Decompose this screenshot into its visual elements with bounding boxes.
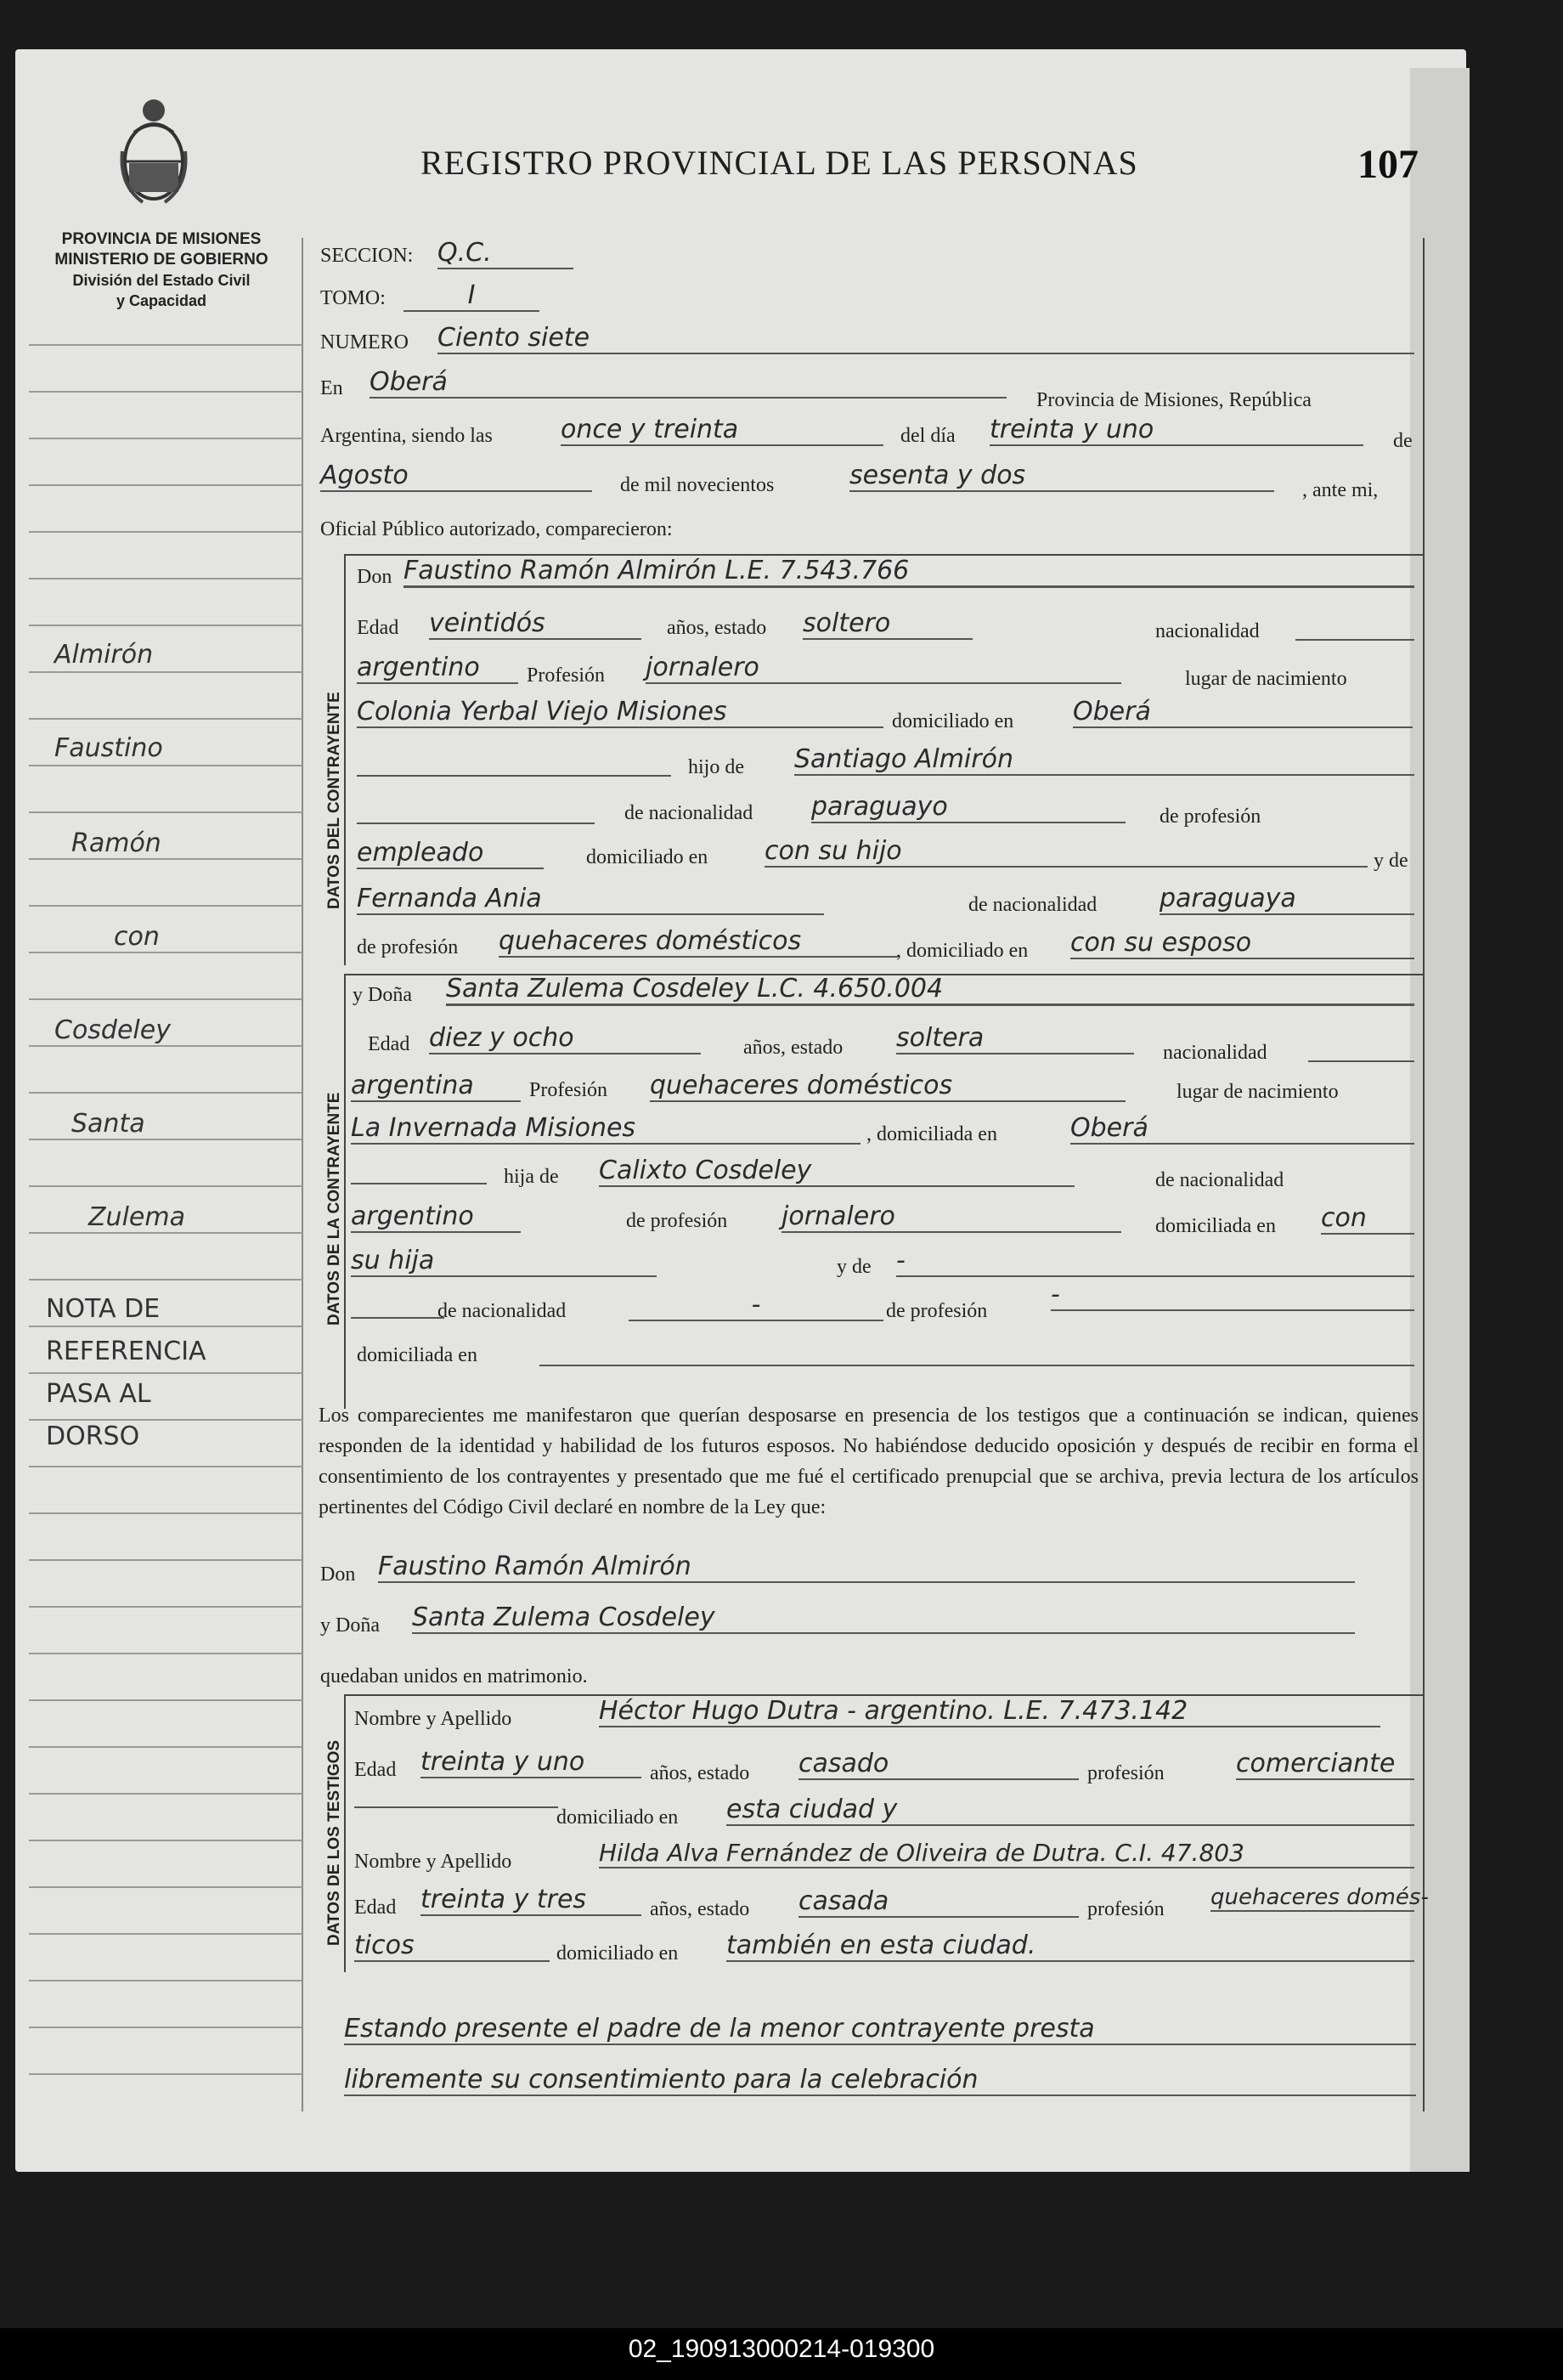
margin-note: PASA AL xyxy=(46,1379,151,1409)
groom-address: Oberá xyxy=(1073,697,1413,728)
margin-rule xyxy=(29,1699,302,1701)
edad-label: Edad xyxy=(368,1033,410,1055)
numero-label: NUMERO xyxy=(320,331,409,353)
margin-note: con xyxy=(114,922,160,952)
bride-address: Oberá xyxy=(1070,1113,1414,1145)
en-label: En xyxy=(320,377,343,399)
margin-rule xyxy=(29,1606,302,1608)
anos-estado-label: años, estado xyxy=(667,617,767,639)
national-seal-icon xyxy=(117,92,190,211)
groom-nationality: argentino xyxy=(357,653,518,684)
bride-father-nationality: argentino xyxy=(351,1201,521,1233)
groom-mother-nationality: paraguaya xyxy=(1160,884,1414,915)
margin-rule xyxy=(29,1232,302,1234)
profesion-label: Profesión xyxy=(527,664,605,687)
bride-nationality: argentina xyxy=(351,1071,521,1102)
consent-note-line-1: Estando presente el padre de la menor contrayente presta xyxy=(344,2014,1416,2045)
nombre-apellido-label: Nombre y Apellido xyxy=(354,1851,512,1873)
hija-de-label: hija de xyxy=(504,1166,559,1188)
bride-father-profession: jornalero xyxy=(782,1201,1121,1233)
de-nacionalidad-label: de nacionalidad xyxy=(968,894,1097,916)
bride-birthplace: La Invernada Misiones xyxy=(351,1113,860,1145)
blank-line xyxy=(1295,639,1414,641)
seccion-value: Q.C. xyxy=(437,238,573,269)
anos-estado-label: años, estado xyxy=(650,1898,750,1920)
don-label: Don xyxy=(357,566,392,588)
nacionalidad-label: nacionalidad xyxy=(1163,1042,1267,1064)
margin-rule xyxy=(29,1933,302,1935)
domiciliado-label: domiciliado en xyxy=(892,710,1014,732)
margin-rule xyxy=(29,905,302,907)
domiciliado-label: domiciliado en xyxy=(556,1806,679,1829)
de-nacionalidad-label: de nacionalidad xyxy=(624,802,753,824)
anio-value: sesenta y dos xyxy=(849,461,1274,492)
del-dia-label: del día xyxy=(900,425,956,447)
groom-mother: Fernanda Ania xyxy=(357,884,824,915)
witness-2-name: Hilda Alva Fernández de Oliveira de Dutra. C.I. 47.803 xyxy=(599,1839,1414,1868)
lugar-nac-label: lugar de nacimiento xyxy=(1176,1081,1339,1103)
bride-mother: - xyxy=(896,1246,1414,1277)
margin-rule xyxy=(29,998,302,1000)
margin-rule xyxy=(29,1980,302,1981)
margin-rule xyxy=(29,2027,302,2028)
margin-note: Santa xyxy=(71,1109,145,1139)
y-dona-label: y Doña xyxy=(353,984,412,1006)
groom-mother-profession: quehaceres domésticos xyxy=(499,926,898,958)
margin-column xyxy=(29,293,302,2111)
witness-1-civil-status: casado xyxy=(798,1749,1079,1780)
bride-name: Santa Zulema Cosdeley L.C. 4.650.004 xyxy=(446,974,1414,1006)
nombre-apellido-label: Nombre y Apellido xyxy=(354,1708,512,1730)
margin-rule xyxy=(29,1185,302,1187)
margin-rule xyxy=(29,2073,302,2075)
ministry-name: MINISTERIO DE GOBIERNO xyxy=(54,251,268,269)
margin-rule xyxy=(29,1653,302,1654)
margin-rule xyxy=(29,1139,302,1140)
lugar-nac-label: lugar de nacimiento xyxy=(1185,668,1347,690)
profesion-label: profesión xyxy=(1087,1762,1165,1784)
margin-note: Zulema xyxy=(88,1202,185,1232)
margin-rule xyxy=(29,1372,302,1374)
margin-note: NOTA DE xyxy=(46,1294,161,1324)
groom-father-nationality: paraguayo xyxy=(811,792,1126,823)
ante-mi-label: , ante mi, xyxy=(1302,479,1379,501)
groom-section-label: DATOS DEL CONTRAYENTE xyxy=(325,692,343,909)
don-label: Don xyxy=(320,1563,356,1586)
bride-name-repeat: Santa Zulema Cosdeley xyxy=(412,1603,1355,1634)
de-label: de xyxy=(1393,430,1413,452)
registration-form xyxy=(310,238,1429,2111)
margin-rule xyxy=(29,952,302,953)
consent-note-line-2: libremente su consentimiento para la celebración xyxy=(344,2065,1416,2096)
margin-rule xyxy=(29,1326,302,1327)
domiciliado-label: , domiciliado en xyxy=(896,940,1029,962)
declaration-text: Los comparecientes me manifestaron que querían desposarse en presencia de los testigos que a continuación se indican, quienes responden de la identidad y habilidad de los futuros esposos. No habiéndose deducido oposición y después de recibir en forma el consentimiento de los contrayentes y presentado que me fué el certificado prenupcial que se archiva, previa lectura de los artículos pertinentes del Código Civil declaré en nombre de la Ley que: xyxy=(319,1405,1419,1518)
blank-line xyxy=(539,1365,1414,1366)
blank-line xyxy=(1308,1060,1414,1062)
groom-father-address: con su hijo xyxy=(765,836,1368,868)
groom-age: veintidós xyxy=(429,608,641,640)
tomo-value: I xyxy=(403,280,539,312)
groom-profession: jornalero xyxy=(646,653,1121,684)
division-name-2: y Capacidad xyxy=(116,292,207,309)
groom-name-repeat: Faustino Ramón Almirón xyxy=(378,1552,1355,1583)
margin-rule xyxy=(29,1419,302,1421)
margin-rule xyxy=(29,671,302,673)
margin-note: Cosdeley xyxy=(54,1015,171,1045)
margin-rule xyxy=(29,1466,302,1467)
en-value: Oberá xyxy=(370,367,1007,399)
blank-line xyxy=(357,823,595,824)
y-de-label: y de xyxy=(837,1256,872,1278)
witness-2-profession-2: ticos xyxy=(354,1931,550,1962)
de-profesion-label: de profesión xyxy=(357,936,459,958)
oficial-label: Oficial Público autorizado, comparecieron: xyxy=(320,518,673,540)
anos-estado-label: años, estado xyxy=(650,1762,750,1784)
margin-rule xyxy=(29,765,302,766)
profesion-label: profesión xyxy=(1087,1898,1165,1920)
margin-rule xyxy=(29,438,302,439)
witness-2-civil-status: casada xyxy=(798,1886,1079,1918)
margin-note: DORSO xyxy=(46,1422,140,1451)
margin-note: Almirón xyxy=(54,640,154,670)
margin-rule xyxy=(29,1045,302,1047)
groom-father: Santiago Almirón xyxy=(794,744,1414,776)
provincia-label: Provincia de Misiones, República xyxy=(1036,389,1312,411)
edad-label: Edad xyxy=(357,617,399,639)
groom-civil-status: soltero xyxy=(803,608,973,640)
margin-note: REFERENCIA xyxy=(46,1337,206,1366)
margin-rule xyxy=(29,1279,302,1280)
quedaban-label: quedaban unidos en matrimonio. xyxy=(320,1665,588,1687)
seccion-label: SECCION: xyxy=(320,245,414,267)
domiciliado-label: domiciliado en xyxy=(586,846,708,868)
margin-rule xyxy=(29,858,302,860)
witness-1-age: treinta y uno xyxy=(420,1747,641,1778)
witness-2-age: treinta y tres xyxy=(420,1885,641,1916)
bride-father: Calixto Cosdeley xyxy=(599,1156,1075,1187)
de-nacionalidad-label: de nacionalidad xyxy=(1155,1169,1284,1191)
bride-section-label: DATOS DE LA CONTRAYENTE xyxy=(325,1092,343,1326)
edad-label: Edad xyxy=(354,1897,397,1919)
witness-2-address: también en esta ciudad. xyxy=(726,1931,1414,1962)
province-name: PROVINCIA DE MISIONES xyxy=(61,230,262,248)
domiciliada-label: domiciliada en xyxy=(357,1344,477,1366)
bride-age: diez y ocho xyxy=(429,1023,701,1054)
nacionalidad-label: nacionalidad xyxy=(1155,620,1260,642)
margin-note: Faustino xyxy=(54,733,163,763)
margin-rule xyxy=(29,718,302,720)
bride-father-address-1: con xyxy=(1321,1203,1414,1235)
argentina-siendo-label: Argentina, siendo las xyxy=(320,425,493,447)
division-name: División del Estado Civil xyxy=(72,272,251,289)
numero-value: Ciento siete xyxy=(437,323,1414,354)
hijo-de-label: hijo de xyxy=(688,756,744,778)
groom-name: Faustino Ramón Almirón L.E. 7.543.766 xyxy=(403,556,1414,588)
witness-2-profession-1: quehaceres domés- xyxy=(1210,1885,1429,1910)
edad-label: Edad xyxy=(354,1759,397,1781)
de-nacionalidad-label: de nacionalidad xyxy=(437,1300,567,1322)
witness-1-profession: comerciante xyxy=(1236,1749,1414,1780)
y-de-label: y de xyxy=(1374,850,1408,872)
margin-rule xyxy=(29,531,302,533)
groom-birthplace: Colonia Yerbal Viejo Misiones xyxy=(357,697,883,728)
margin-rule xyxy=(29,1840,302,1841)
blank-line xyxy=(351,1317,444,1319)
y-dona-label: y Doña xyxy=(320,1614,380,1637)
blank-line xyxy=(351,1183,487,1184)
profesion-label: Profesión xyxy=(529,1079,607,1101)
margin-rule xyxy=(29,1746,302,1748)
mes-value: Agosto xyxy=(320,461,592,492)
groom-mother-address: con su esposo xyxy=(1070,928,1414,959)
margin-rule xyxy=(29,1886,302,1888)
blank-line xyxy=(357,775,671,777)
witness-1-name: Héctor Hugo Dutra - argentino. L.E. 7.473.142 xyxy=(599,1696,1380,1727)
margin-rule xyxy=(29,344,302,346)
de-mil-label: de mil novecientos xyxy=(620,474,775,496)
bride-profession: quehaceres domésticos xyxy=(650,1071,1126,1102)
margin-rule xyxy=(29,1512,302,1514)
folio-number: 107 xyxy=(1357,142,1419,187)
margin-rule xyxy=(29,578,302,579)
de-profesion-label: de profesión xyxy=(886,1300,988,1322)
dia-value: treinta y uno xyxy=(990,415,1363,446)
de-profesion-label: de profesión xyxy=(626,1210,728,1232)
bride-mother-nationality: - xyxy=(629,1290,883,1321)
margin-rule xyxy=(29,1092,302,1094)
bride-civil-status: soltera xyxy=(896,1023,1134,1054)
anos-estado-label: años, estado xyxy=(743,1037,844,1059)
margin-rule xyxy=(29,484,302,486)
margin-rule xyxy=(29,391,302,393)
margin-rule xyxy=(29,1793,302,1795)
bride-father-address-2: su hija xyxy=(351,1246,657,1277)
margin-rule xyxy=(29,625,302,626)
hora-value: once y treinta xyxy=(561,415,883,446)
blank-line xyxy=(354,1806,558,1808)
bride-mother-profession: - xyxy=(1051,1280,1414,1311)
image-caption: 02_190913000214-019300 xyxy=(628,2335,935,2363)
de-profesion-label: de profesión xyxy=(1160,806,1261,828)
tomo-label: TOMO: xyxy=(320,287,386,309)
groom-father-profession: empleado xyxy=(357,838,544,869)
page-title: REGISTRO PROVINCIAL DE LAS PERSONAS xyxy=(420,144,1138,182)
domiciliada-label: domiciliada en xyxy=(1155,1215,1276,1237)
domiciliado-label: domiciliado en xyxy=(556,1942,679,1964)
margin-note: Ramón xyxy=(71,828,161,858)
witnesses-section-label: DATOS DE LOS TESTIGOS xyxy=(325,1739,343,1946)
margin-rule xyxy=(29,1559,302,1561)
margin-rule xyxy=(29,811,302,813)
witness-1-address: esta ciudad y xyxy=(726,1795,1414,1826)
domiciliada-label: , domiciliada en xyxy=(866,1123,997,1145)
